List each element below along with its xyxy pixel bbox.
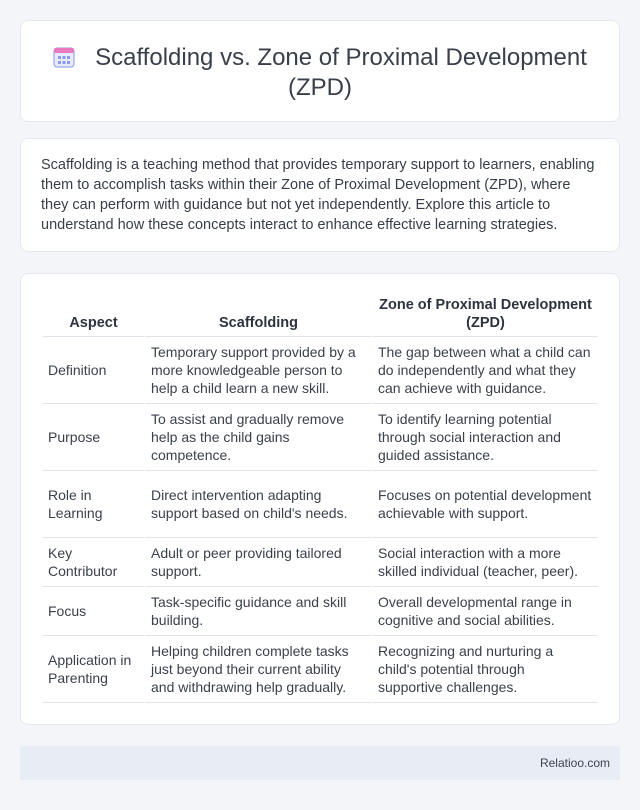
comparison-card [20,273,620,725]
calendar-grid-icon [53,46,75,68]
table-row [43,636,598,703]
cell-zpd: Focuses on potential development achievable with support. [371,471,598,538]
comparison-table [43,296,598,703]
cell-scaffolding: Adult or peer providing tailored support. [144,538,371,587]
table-row [43,471,598,538]
cell-aspect: Application in Parenting [43,636,144,703]
cell-aspect: Role in Learning [43,471,144,538]
cell-scaffolding: To assist and gradually remove help as the child gains competence. [144,404,371,471]
header-zpd: Zone of Proximal Development (ZPD) [371,296,598,337]
cell-zpd: Overall developmental range in cognitive and social abilities. [371,587,598,636]
footer-brand[interactable]: Relatioo.com [539,756,610,770]
footer-bar [20,746,620,780]
header-aspect: Aspect [43,296,144,337]
cell-aspect: Purpose [43,404,144,471]
intro-paragraph: Scaffolding is a teaching method that provides temporary support to learners, enabling them to accomplish tasks within their Zone of Proximal Development (ZPD), where they can perform with guidance but not yet independently. Explore this article to understand how these concepts interact to enhance effective learning strategies. [41,157,595,233]
cell-aspect: Key Contributor [43,538,144,587]
cell-scaffolding: Direct intervention adapting support based on child's needs. [144,471,371,538]
cell-zpd: The gap between what a child can do independently and what they can achieve with guidance. [371,337,598,404]
intro-card [20,138,620,252]
cell-aspect: Focus [43,587,144,636]
cell-scaffolding: Temporary support provided by a more knowledgeable person to help a child learn a new skill. [144,337,371,404]
cell-zpd: Recognizing and nurturing a child's potential through supportive challenges. [371,636,598,703]
header-scaffolding: Scaffolding [144,296,371,337]
table-row [43,404,598,471]
cell-scaffolding: Task-specific guidance and skill building. [144,587,371,636]
table-row [43,538,598,587]
cell-aspect: Definition [43,337,144,404]
cell-scaffolding: Helping children complete tasks just beyond their current ability and withdrawing help gradually. [144,636,371,703]
table-row [43,587,598,636]
table-row [43,337,598,404]
cell-zpd: Social interaction with a more skilled individual (teacher, peer). [371,538,598,587]
page-title: Scaffolding vs. Zone of Proximal Development (ZPD) [95,44,587,101]
title-card [20,20,620,122]
table-header-row [43,296,598,337]
cell-zpd: To identify learning potential through social interaction and guided assistance. [371,404,598,471]
page-title-wrap [21,43,619,103]
